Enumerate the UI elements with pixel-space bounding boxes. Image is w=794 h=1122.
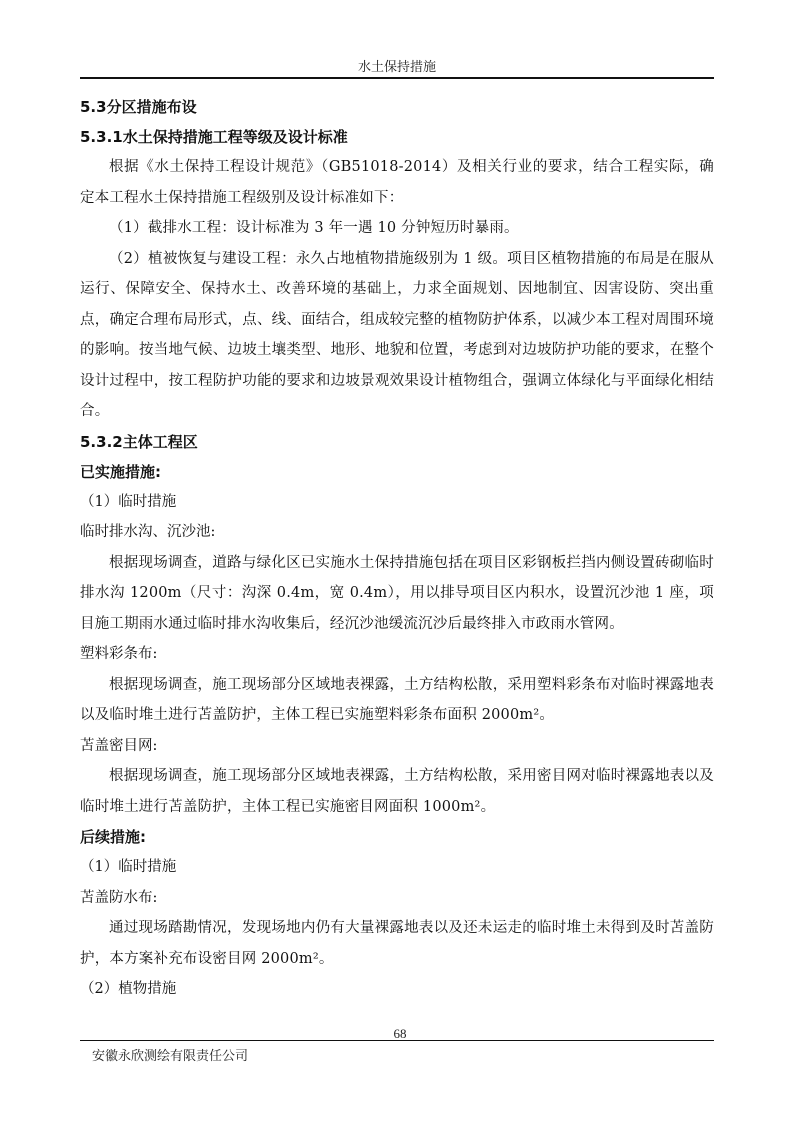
document-body: [80, 92, 714, 1005]
section-5-3-2-heading: 5.3.2主体工程区: [80, 432, 198, 451]
page-number: 68: [393, 1026, 407, 1041]
section-5-3-1-heading: 5.3.1水土保持措施工程等级及设计标准: [80, 128, 348, 146]
design-standard-paragraph: 根据《水土保持工程设计规范》（GB51018-2014）及相关行业的要求，结合工程实际，确定本工程水土保持措施工程级别及设计标准如下：: [80, 159, 714, 206]
section-5-3-heading: 5.3分区措施布设: [80, 98, 197, 116]
drain-sedimentation-subheading: 临时排水沟、沉沙池:: [80, 524, 216, 540]
plastic-sheet-paragraph: 根据现场调查，施工现场部分区域地表裸露，土方结构松散，采用塑料彩条布对临时裸露地表以及临时堆土进行苫盖防护，主体工程已实施塑料彩条布面积 2000m²。: [80, 676, 714, 723]
waterproof-cover-subheading: 苫盖防水布:: [80, 889, 158, 906]
vegetation-standard-item: （2）植被恢复与建设工程：永久占地植物措施级别为 1 级。项目区植物措施的布局是在服从运行、保障安全、保持水土、改善环境的基础上，力求全面规划、因地制宜、因害设防、突出重点，确定合理布局形式，点、线、面结合，组成较完整的植物防护体系，以减少本工程对周围环境的影响。按当地气候、边坡土壤类型、地形、地貌和位置，考虑到对边坡防护功能的要求，在整个设计过程中，按工程防护功能的要求和边坡景观效果设计植物组合，强调立体绿化与平面绿化相结合。: [80, 250, 714, 419]
implemented-temporary-item: （1）临时措施: [80, 493, 177, 510]
plastic-sheet-subheading: 塑料彩条布:: [80, 646, 158, 662]
followup-temporary-item: （1）临时措施: [80, 859, 177, 875]
footer-divider: [80, 1040, 714, 1041]
drainage-standard-item: （1）截排水工程：设计标准为 3 年一遇 10 分钟短历时暴雨。: [109, 220, 519, 236]
header-divider: [80, 77, 714, 79]
followup-measures-heading: 后续措施:: [80, 828, 146, 846]
waterproof-cover-paragraph: 通过现场踏勘情况，发现场地内仍有大量裸露地表以及还未运走的临时堆土未得到及时苫盖防护，本方案补充布设密目网 2000m²。: [80, 920, 714, 967]
drain-sedimentation-paragraph: 根据现场调查，道路与绿化区已实施水土保持措施包括在项目区彩钢板拦挡内侧设置砖砌临时排水沟 1200m（尺寸：沟深 0.4m，宽 0.4m），用以排导项目区内积水，设置沉沙池 1 座，项目施工期雨水通过临时排水沟收集后，经沉沙池缓流沉沙后最终排入市政雨水管网。: [80, 554, 714, 632]
footer-company-name: 安徽永欣测绘有限责任公司: [92, 1049, 249, 1064]
mesh-cover-subheading: 苫盖密目网:: [80, 737, 158, 754]
followup-plant-item: （2）植物措施: [80, 981, 177, 997]
page-header-title: 水土保持措施: [357, 60, 436, 75]
implemented-measures-heading: 已实施措施:: [80, 462, 161, 481]
mesh-cover-paragraph: 根据现场调查，施工现场部分区域地表裸露，土方结构松散，采用密目网对临时裸露地表以及临时堆土进行苫盖防护，主体工程已实施密目网面积 1000m²。: [80, 768, 714, 815]
